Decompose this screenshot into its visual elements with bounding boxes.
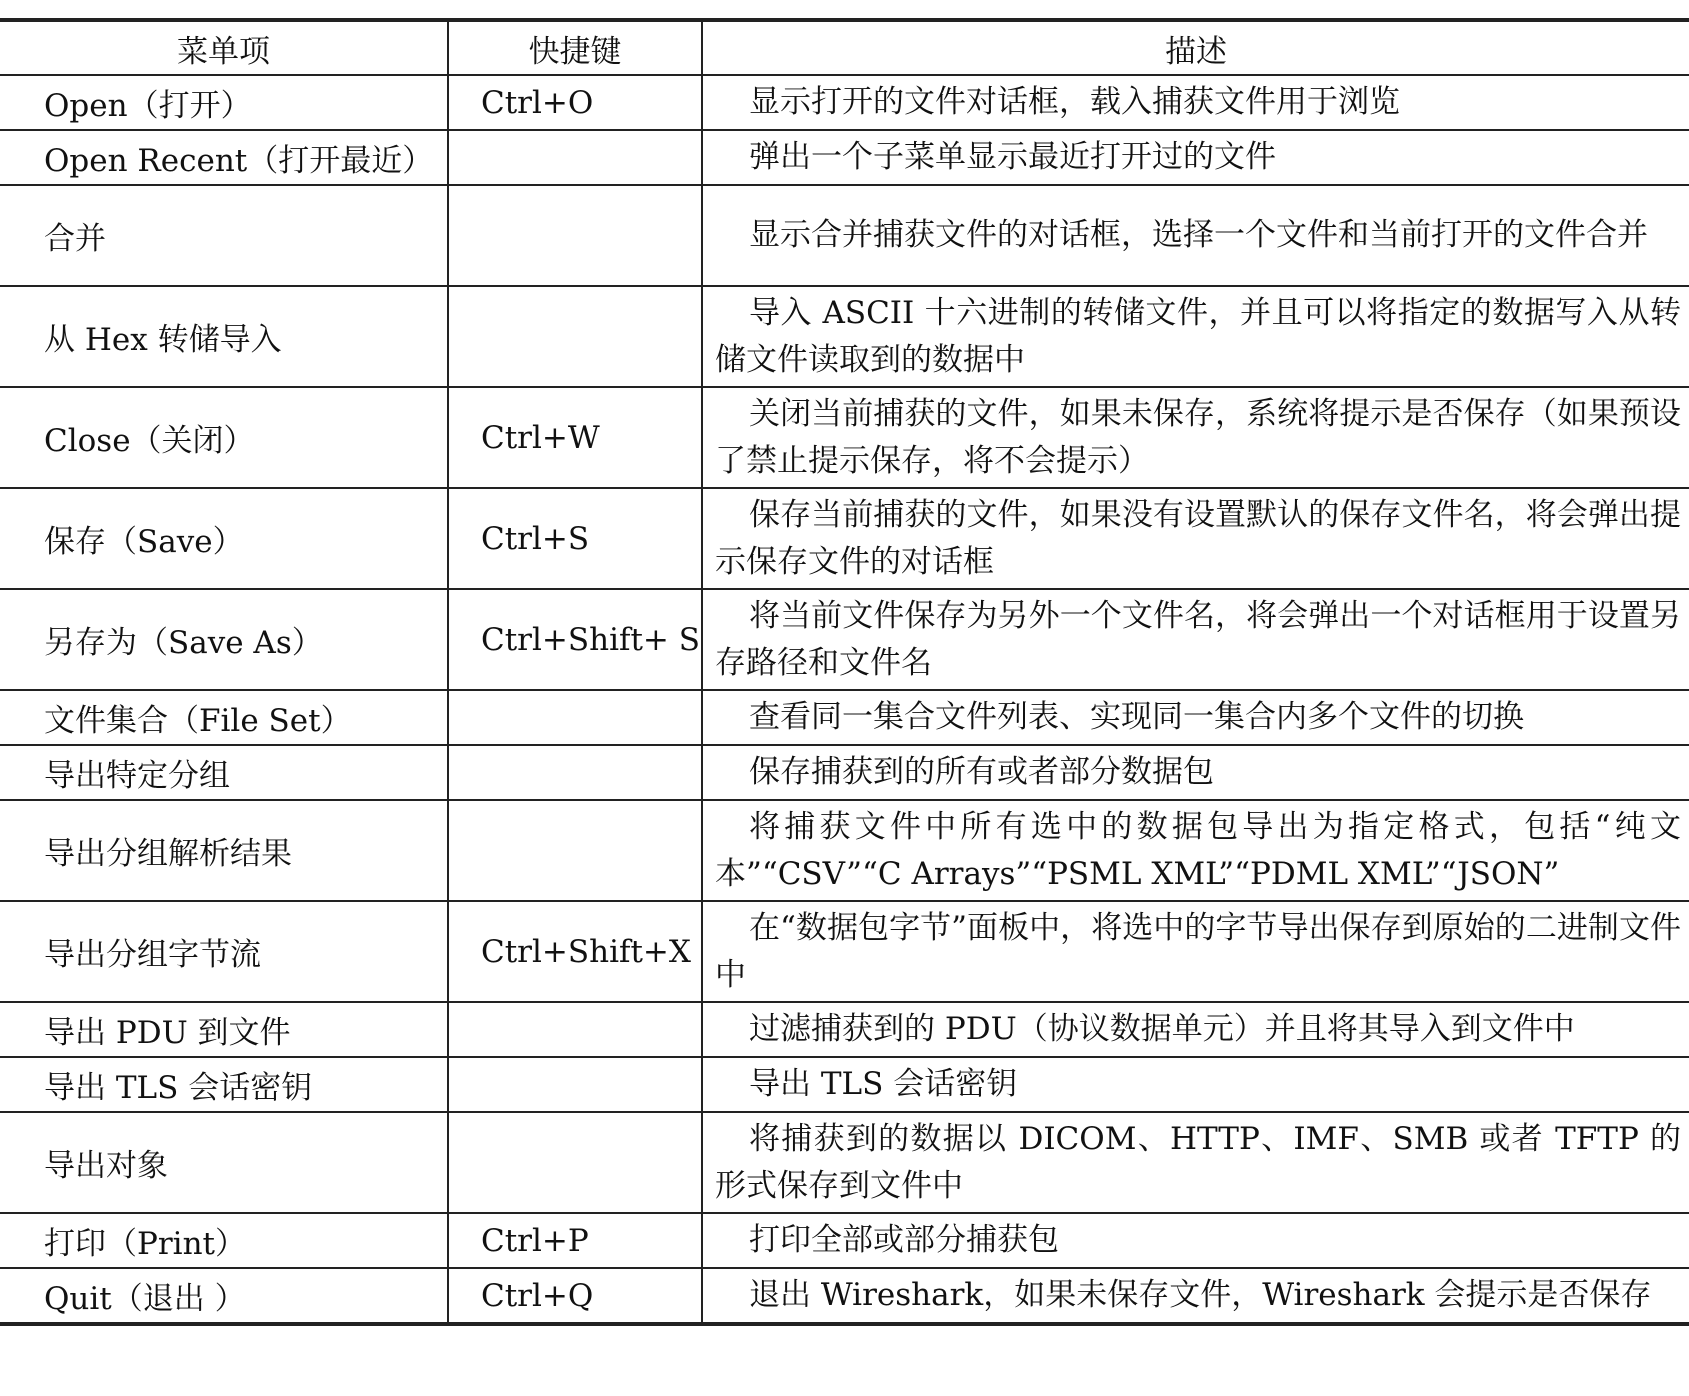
shortcut-cell: Ctrl+O	[448, 75, 702, 130]
shortcut-cell: Ctrl+Q	[448, 1268, 702, 1324]
table-row	[0, 589, 1689, 690]
table-row	[0, 901, 1689, 1002]
shortcut-cell: Ctrl+P	[448, 1213, 702, 1268]
shortcut-cell	[448, 130, 702, 185]
table-row	[0, 800, 1689, 901]
shortcut-cell: Ctrl+Shift+ S	[448, 589, 702, 690]
description-cell: 保存捕获到的所有或者部分数据包	[702, 745, 1689, 800]
menu-table-container	[0, 18, 1689, 1326]
table-row	[0, 1002, 1689, 1057]
description-cell: 弹出一个子菜单显示最近打开过的文件	[702, 130, 1689, 185]
description-cell: 显示打开的文件对话框，载入捕获文件用于浏览	[702, 75, 1689, 130]
shortcut-cell	[448, 745, 702, 800]
table-row	[0, 130, 1689, 185]
table-row	[0, 690, 1689, 745]
menu-item-cell: 导出 PDU 到文件	[0, 1002, 448, 1057]
table-row	[0, 488, 1689, 589]
header-description: 描述	[702, 20, 1689, 75]
shortcut-cell	[448, 286, 702, 387]
menu-item-cell: Open（打开）	[0, 75, 448, 130]
table-row	[0, 185, 1689, 286]
menu-item-cell: 导出分组解析结果	[0, 800, 448, 901]
description-cell: 导出 TLS 会话密钥	[702, 1057, 1689, 1112]
description-cell: 将捕获到的数据以 DICOM、HTTP、IMF、SMB 或者 TFTP 的形式保存到文件中	[702, 1112, 1689, 1213]
menu-item-cell: 导出特定分组	[0, 745, 448, 800]
description-cell: 显示合并捕获文件的对话框，选择一个文件和当前打开的文件合并	[702, 185, 1689, 286]
shortcut-cell	[448, 800, 702, 901]
table-row	[0, 286, 1689, 387]
menu-item-cell: 导出对象	[0, 1112, 448, 1213]
description-cell: 关闭当前捕获的文件，如果未保存，系统将提示是否保存（如果预设了禁止提示保存，将不会提示）	[702, 387, 1689, 488]
table-row	[0, 1057, 1689, 1112]
description-cell: 将当前文件保存为另外一个文件名，将会弹出一个对话框用于设置另存路径和文件名	[702, 589, 1689, 690]
menu-item-cell: 打印（Print）	[0, 1213, 448, 1268]
menu-item-cell: 保存（Save）	[0, 488, 448, 589]
table-row	[0, 75, 1689, 130]
description-cell: 保存当前捕获的文件，如果没有设置默认的保存文件名，将会弹出提示保存文件的对话框	[702, 488, 1689, 589]
description-cell: 过滤捕获到的 PDU（协议数据单元）并且将其导入到文件中	[702, 1002, 1689, 1057]
header-menu-item: 菜单项	[0, 20, 448, 75]
shortcut-cell	[448, 185, 702, 286]
menu-item-cell: Close（关闭）	[0, 387, 448, 488]
description-cell: 打印全部或部分捕获包	[702, 1213, 1689, 1268]
menu-item-cell: Open Recent（打开最近）	[0, 130, 448, 185]
shortcut-cell: Ctrl+Shift+X	[448, 901, 702, 1002]
menu-item-cell: 导出 TLS 会话密钥	[0, 1057, 448, 1112]
table-row	[0, 745, 1689, 800]
menu-item-cell: 从 Hex 转储导入	[0, 286, 448, 387]
header-shortcut: 快捷键	[448, 20, 702, 75]
menu-item-cell: 另存为（Save As）	[0, 589, 448, 690]
menu-item-cell: 导出分组字节流	[0, 901, 448, 1002]
table-row	[0, 387, 1689, 488]
menu-item-cell: Quit（退出 ）	[0, 1268, 448, 1324]
shortcut-cell: Ctrl+W	[448, 387, 702, 488]
shortcut-cell	[448, 1057, 702, 1112]
description-cell: 将捕获文件中所有选中的数据包导出为指定格式，包括“纯文本”“CSV”“C Arrays”“PSML XML”“PDML XML”“JSON”	[702, 800, 1689, 901]
table-row	[0, 1112, 1689, 1213]
description-cell: 查看同一集合文件列表、实现同一集合内多个文件的切换	[702, 690, 1689, 745]
table-row	[0, 1213, 1689, 1268]
menu-item-cell: 文件集合（File Set）	[0, 690, 448, 745]
shortcut-cell: Ctrl+S	[448, 488, 702, 589]
description-cell: 退出 Wireshark，如果未保存文件，Wireshark 会提示是否保存	[702, 1268, 1689, 1324]
description-cell: 导入 ASCII 十六进制的转储文件，并且可以将指定的数据写入从转储文件读取到的数据中	[702, 286, 1689, 387]
file-menu-table	[0, 18, 1689, 1326]
shortcut-cell	[448, 1112, 702, 1213]
shortcut-cell	[448, 1002, 702, 1057]
table-row	[0, 1268, 1689, 1324]
menu-item-cell: 合并	[0, 185, 448, 286]
description-cell: 在“数据包字节”面板中，将选中的字节导出保存到原始的二进制文件中	[702, 901, 1689, 1002]
table-header-row	[0, 20, 1689, 75]
shortcut-cell	[448, 690, 702, 745]
